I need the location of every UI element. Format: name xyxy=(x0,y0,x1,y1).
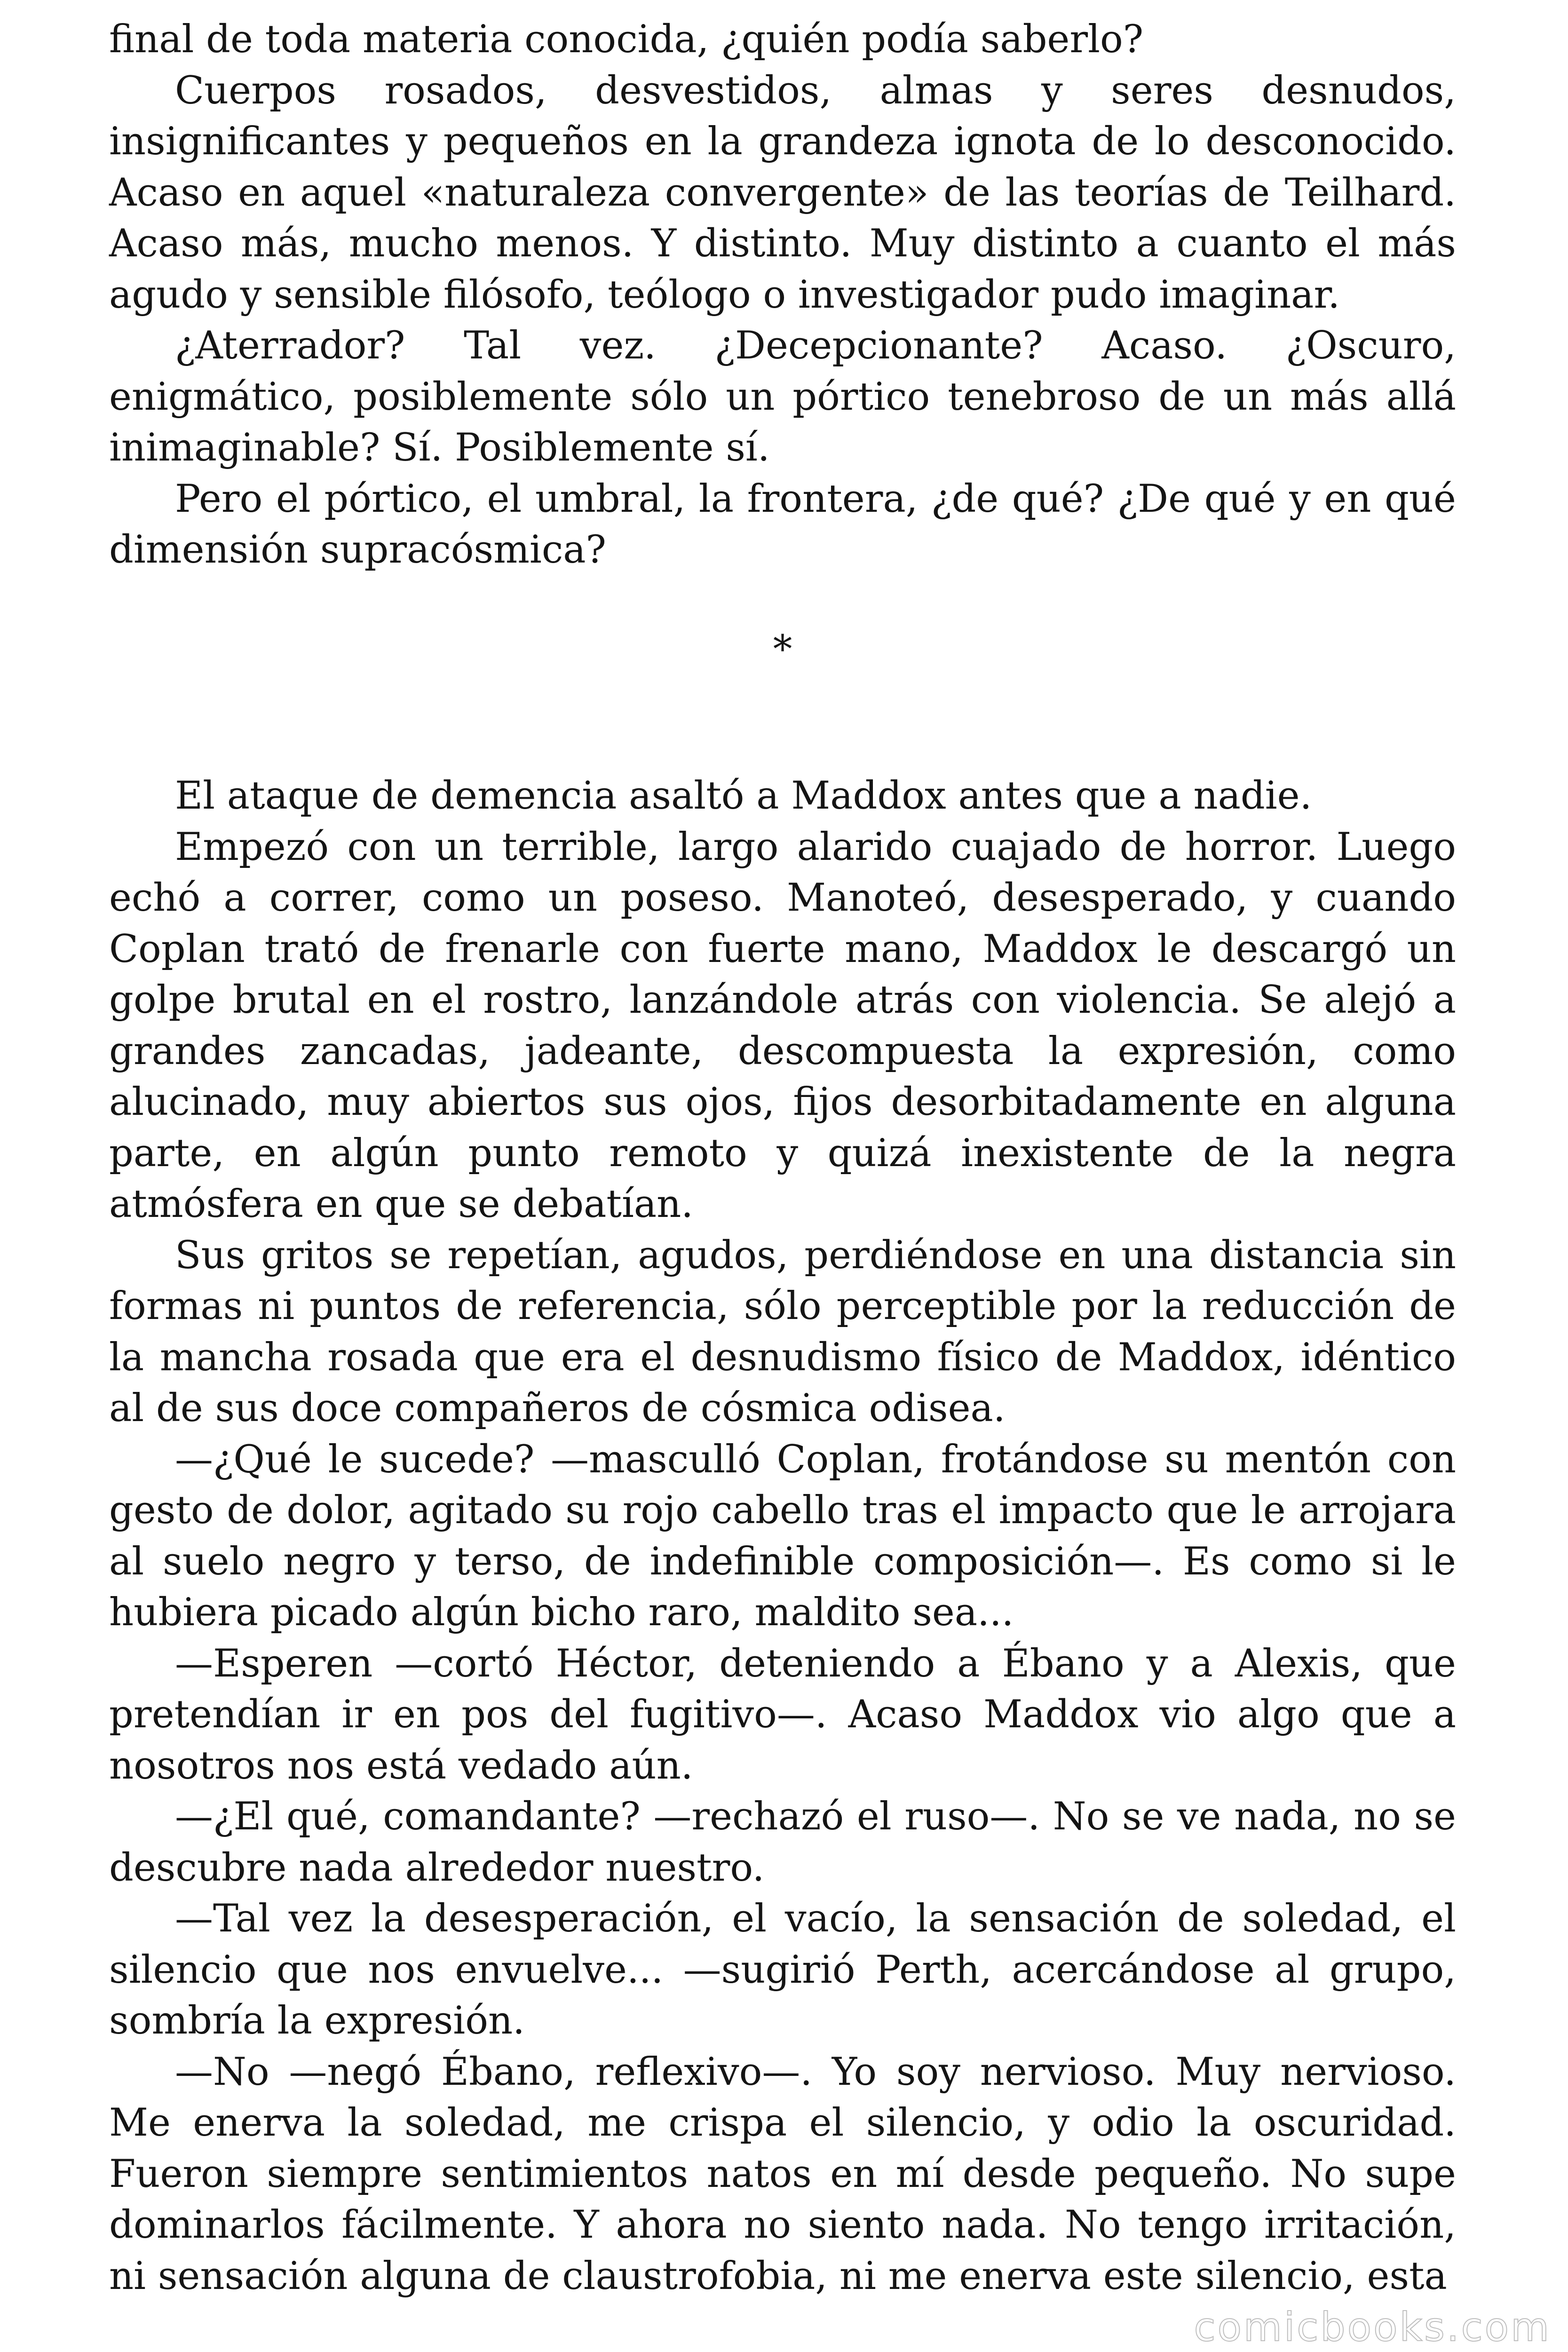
paragraph: —¿El qué, comandante? —rechazó el ruso—. No se ve nada, no se descubre nada alrededor nuestro. xyxy=(109,1795,1456,1890)
paragraph: Pero el pórtico, el umbral, la frontera, ¿de qué? ¿De qué y en qué dimensión supracósmica? xyxy=(109,477,1456,572)
paragraph: Cuerpos rosados, desvestidos, almas y seres desnudos, insignificantes y pequeños en la grandeza ignota de lo desconocido. Acaso en aquel «naturaleza convergente» de las teorías de Teilhard. Acaso más, mucho menos. Y distinto. Muy distinto a cuanto el más agudo y sensible filósofo, teólogo o investigador pudo imaginar. xyxy=(109,68,1456,317)
paragraph: ¿Aterrador? Tal vez. ¿Decepcionante? Acaso. ¿Oscuro, enigmático, posiblemente sólo un pórtico tenebroso de un más allá inimaginable? Sí. Posiblemente sí. xyxy=(109,324,1456,470)
paragraph: final de toda materia conocida, ¿quién podía saberlo? xyxy=(109,17,1144,62)
watermark: comicbooks.com xyxy=(1194,2304,1551,2350)
paragraph: —Tal vez la desesperación, el vacío, la sensación de soledad, el silencio que nos envuelve... —sugirió Perth, acercándose al grupo, sombría la expresión. xyxy=(109,1897,1456,2043)
section-separator: * xyxy=(773,627,792,672)
paragraph: —No —negó Ébano, reflexivo—. Yo soy nervioso. Muy nervioso. Me enerva la soledad, me crispa el silencio, y odio la oscuridad. Fueron siempre sentimientos natos en mí desde pequeño. No supe dominarlos fácilmente. Y ahora no siento nada. No tengo irritación, ni sensación alguna de claustrofobia, ni me enerva este silencio, esta xyxy=(109,2050,1456,2298)
paragraph: Sus gritos se repetían, agudos, perdiéndose en una distancia sin formas ni puntos de referencia, sólo perceptible por la reducción de la mancha rosada que era el desnudismo físico de Maddox, idéntico al de sus doce compañeros de cósmica odisea. xyxy=(109,1233,1456,1430)
paragraph: El ataque de demencia asaltó a Maddox antes que a nadie. xyxy=(175,774,1312,818)
paragraph: —¿Qué le sucede? —masculló Coplan, frotándose su mentón con gesto de dolor, agitado su rojo cabello tras el impacto que le arrojara al suelo negro y terso, de indefinible composición—. Es como si le hubiera picado algún bicho raro, maldito sea... xyxy=(109,1437,1456,1635)
page-text xyxy=(109,14,1456,2302)
paragraph: —Esperen —cortó Héctor, deteniendo a Ébano y a Alexis, que pretendían ir en pos del fugitivo—. Acaso Maddox vio algo que a nosotros nos está vedado aún. xyxy=(109,1641,1456,1788)
paragraph: Empezó con un terrible, largo alarido cuajado de horror. Luego echó a correr, como un poseso. Manoteó, desesperado, y cuando Coplan trató de frenarle con fuerte mano, Maddox le descargó un golpe brutal en el rostro, lanzándole atrás con violencia. Se alejó a grandes zancadas, jadeante, descompuesta la expresión, como alucinado, muy abiertos sus ojos, fijos desorbitadamente en alguna parte, en algún punto remoto y quizá inexistente de la negra atmósfera en que se debatían. xyxy=(109,825,1456,1226)
